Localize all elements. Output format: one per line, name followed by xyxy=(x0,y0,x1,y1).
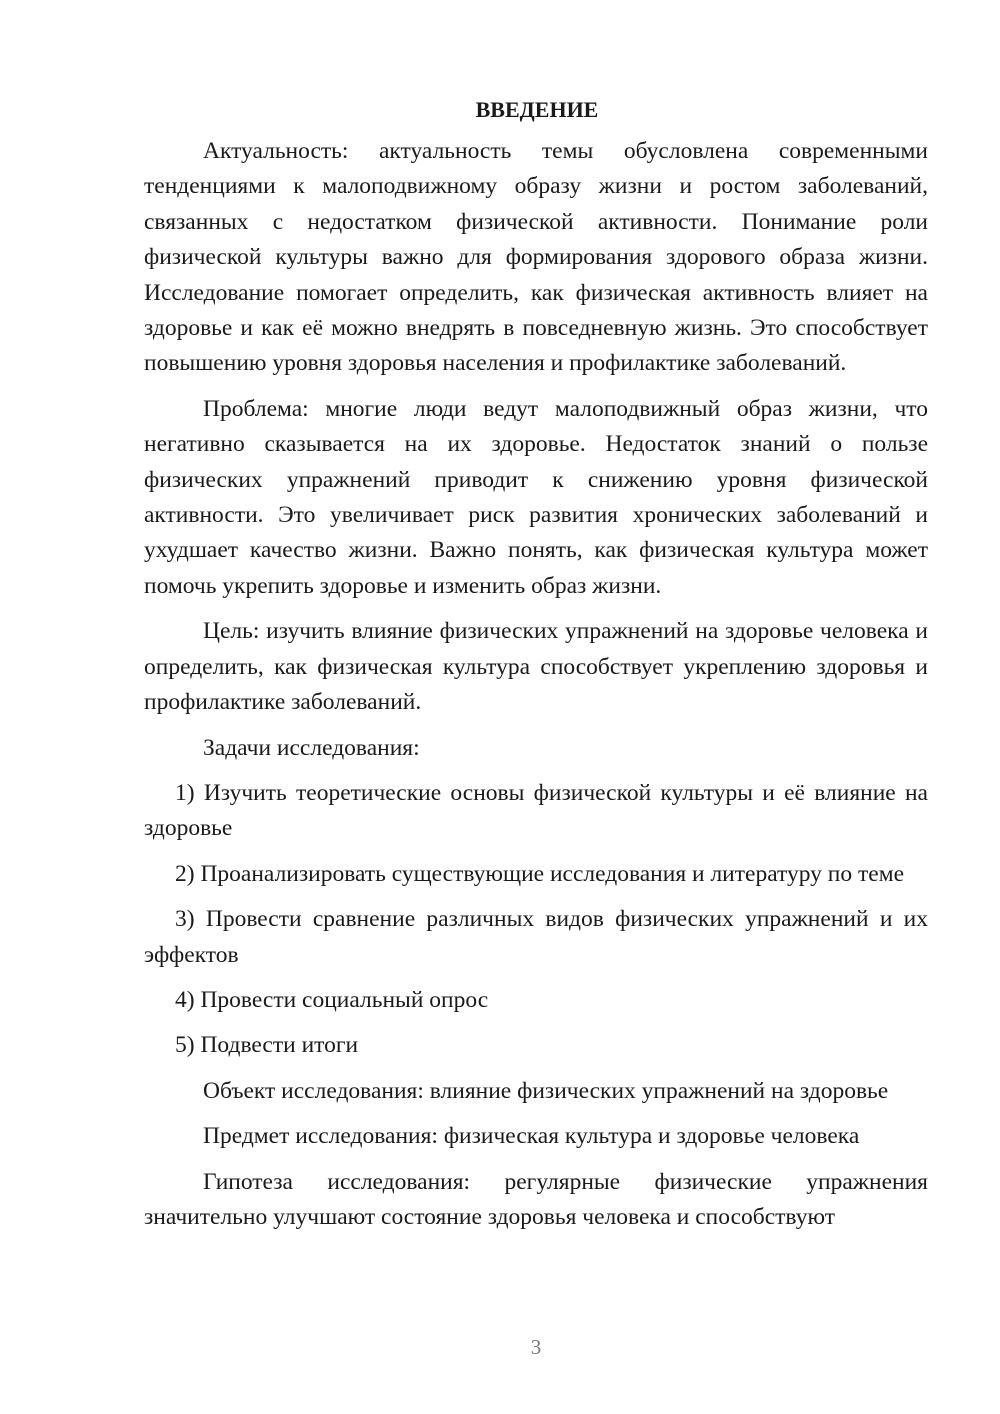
research-object: Объект исследования: влияние физических упражнений на здоровье xyxy=(203,1077,889,1104)
hypothesis-paragraph: Гипотеза исследования: регулярные физические упражнения значительно улучшают состояние здоровья человека и способствуют xyxy=(144,1168,928,1230)
relevance-paragraph: Актуальность: актуальность темы обусловлена современными тенденциями к малоподвижному образу жизни и ростом заболеваний, связанных с недостатком физической активности. Понимание роли физической культуры важно для формирования здорового образа жизни. Исследование помогает определить, как физическая активность влияет на здоровье и как её можно внедрять в повседневную жизнь. Это способствует повышению уровня здоровья населения и профилактике заболеваний. xyxy=(144,138,928,377)
task-item-3: 3) Провести сравнение различных видов физических упражнений и их эффектов xyxy=(144,906,928,968)
tasks-title: Задачи исследования: xyxy=(203,734,420,761)
task-item-4: 4) Провести социальный опрос xyxy=(175,986,489,1013)
goal-paragraph: Цель: изучить влияние физических упражнений на здоровье человека и определить, как физическая культура способствует укреплению здоровья и профилактике заболеваний. xyxy=(144,618,928,716)
task-item-2: 2) Проанализировать существующие исследования и литературу по теме xyxy=(175,860,905,887)
page-content xyxy=(144,96,928,1245)
task-item-5: 5) Подвести итоги xyxy=(175,1032,359,1059)
task-item-1: 1) Изучить теоретические основы физической культуры и её влияние на здоровье xyxy=(144,779,928,842)
problem-paragraph: Проблема: многие люди ведут малоподвижный образ жизни, что негативно сказывается на их здоровье. Недостаток знаний о пользе физических упражнений приводит к снижению уровня физической активности. Это увеличивает риск развития хронических заболеваний и ухудшает качество жизни. Важно понять, как физическая культура может помочь укрепить здоровье и изменить образ жизни. xyxy=(144,395,928,599)
section-heading: ВВЕДЕНИЕ xyxy=(475,97,599,122)
research-subject: Предмет исследования: физическая культура и здоровье человека xyxy=(203,1123,860,1150)
page-number: 3 xyxy=(530,1335,542,1359)
